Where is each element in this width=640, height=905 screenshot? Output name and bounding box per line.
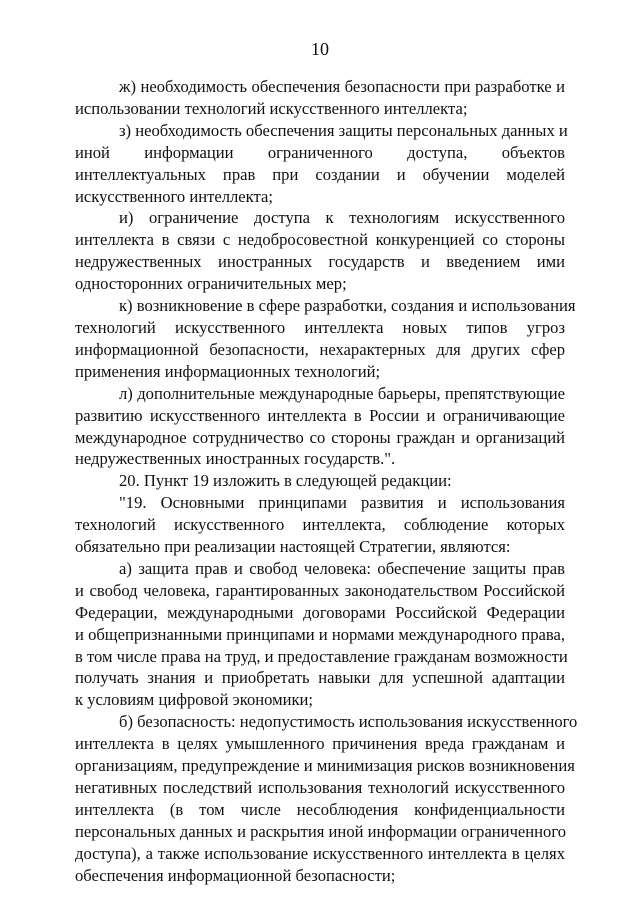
text-line: л) дополнительные международные барьеры, препятствующие bbox=[119, 383, 565, 403]
text-line: обеспечения информационной безопасности; bbox=[75, 865, 396, 885]
text-line: технологий искусственного интеллекта, соблюдение которых bbox=[75, 515, 565, 535]
text-line: ж) необходимость обеспечения безопасности при разработке и bbox=[119, 77, 565, 96]
text-line: и) ограничение доступа к технологиям искусственного bbox=[119, 208, 565, 228]
page-number: 10 bbox=[311, 39, 329, 59]
text-line: Федерации, международными договорами Российской Федерации bbox=[75, 602, 565, 622]
text-line: в том числе права на труд, и предоставление гражданам возможности bbox=[75, 646, 568, 666]
paragraph-i bbox=[75, 207, 565, 295]
text-line: обязательно при реализации настоящей Стратегии, являются: bbox=[75, 537, 511, 557]
text-line: доступа), а также использование искусственного интеллекта в целях bbox=[75, 843, 565, 863]
paragraph-b bbox=[75, 711, 578, 886]
text-line: к) возникновение в сфере разработки, создания и использования bbox=[119, 296, 576, 316]
text-line: и общепризнанными принципами и нормами международного права, bbox=[75, 624, 565, 644]
text-line: 20. Пункт 19 изложить в следующей редакции: bbox=[119, 471, 452, 491]
text-line: международное сотрудничество со стороны граждан и организаций bbox=[75, 427, 565, 447]
text-line: "19. Основными принципами развития и использования bbox=[119, 493, 565, 513]
text-line: информационной безопасности, нехарактерных для других сфер bbox=[75, 339, 565, 359]
text-line: персональных данных и раскрытия иной информации ограниченного bbox=[75, 821, 567, 841]
text-line: негативных последствий использования технологий искусственного bbox=[75, 778, 565, 797]
text-line: технологий искусственного интеллекта новых типов угроз bbox=[75, 317, 565, 337]
text-line: получать знания и приобретать навыки для успешной адаптации bbox=[75, 668, 565, 688]
paragraph-19-intro bbox=[75, 492, 565, 558]
paragraph-k bbox=[75, 295, 576, 383]
paragraph-z bbox=[75, 120, 568, 208]
paragraph-l bbox=[75, 383, 565, 471]
text-line: и свобод человека, гарантированных законодательством Российской bbox=[75, 580, 565, 600]
paragraph-item-20 bbox=[75, 470, 565, 492]
paragraph-zh bbox=[75, 76, 565, 120]
text-line: а) защита прав и свобод человека: обеспечение защиты прав bbox=[119, 558, 565, 578]
text-line: интеллекта в целях умышленного причинения вреда гражданам и bbox=[75, 734, 565, 754]
text-line: интеллектуальных прав при создании и обучении моделей bbox=[75, 164, 565, 184]
text-line: недружественных иностранных государств.". bbox=[75, 449, 396, 469]
text-line: з) необходимость обеспечения защиты персональных данных и bbox=[119, 120, 568, 140]
text-line: б) безопасность: недопустимость использования искусственного bbox=[119, 712, 578, 732]
text-line: недружественных иностранных государств и введением ими bbox=[75, 252, 565, 272]
text-line: искусственного интеллекта; bbox=[75, 186, 273, 206]
text-line: к условиям цифровой экономики; bbox=[75, 690, 314, 710]
text-line: развитию искусственного интеллекта в России и ограничивающие bbox=[75, 405, 565, 425]
text-line: односторонних ограничительных мер; bbox=[75, 274, 347, 294]
text-line: применения информационных технологий; bbox=[75, 361, 381, 381]
text-line: интеллекта (в том числе несоблюдения конфиденциальности bbox=[75, 799, 565, 819]
text-line: организациям, предупреждение и минимизация рисков возникновения bbox=[75, 756, 575, 776]
document-body bbox=[75, 76, 578, 887]
text-line: интеллекта в связи с недобросовестной конкуренцией со стороны bbox=[75, 230, 565, 250]
text-line: использовании технологий искусственного интеллекта; bbox=[75, 98, 468, 118]
paragraph-a bbox=[75, 558, 568, 711]
text-line: иной информации ограниченного доступа, объектов bbox=[75, 142, 565, 162]
